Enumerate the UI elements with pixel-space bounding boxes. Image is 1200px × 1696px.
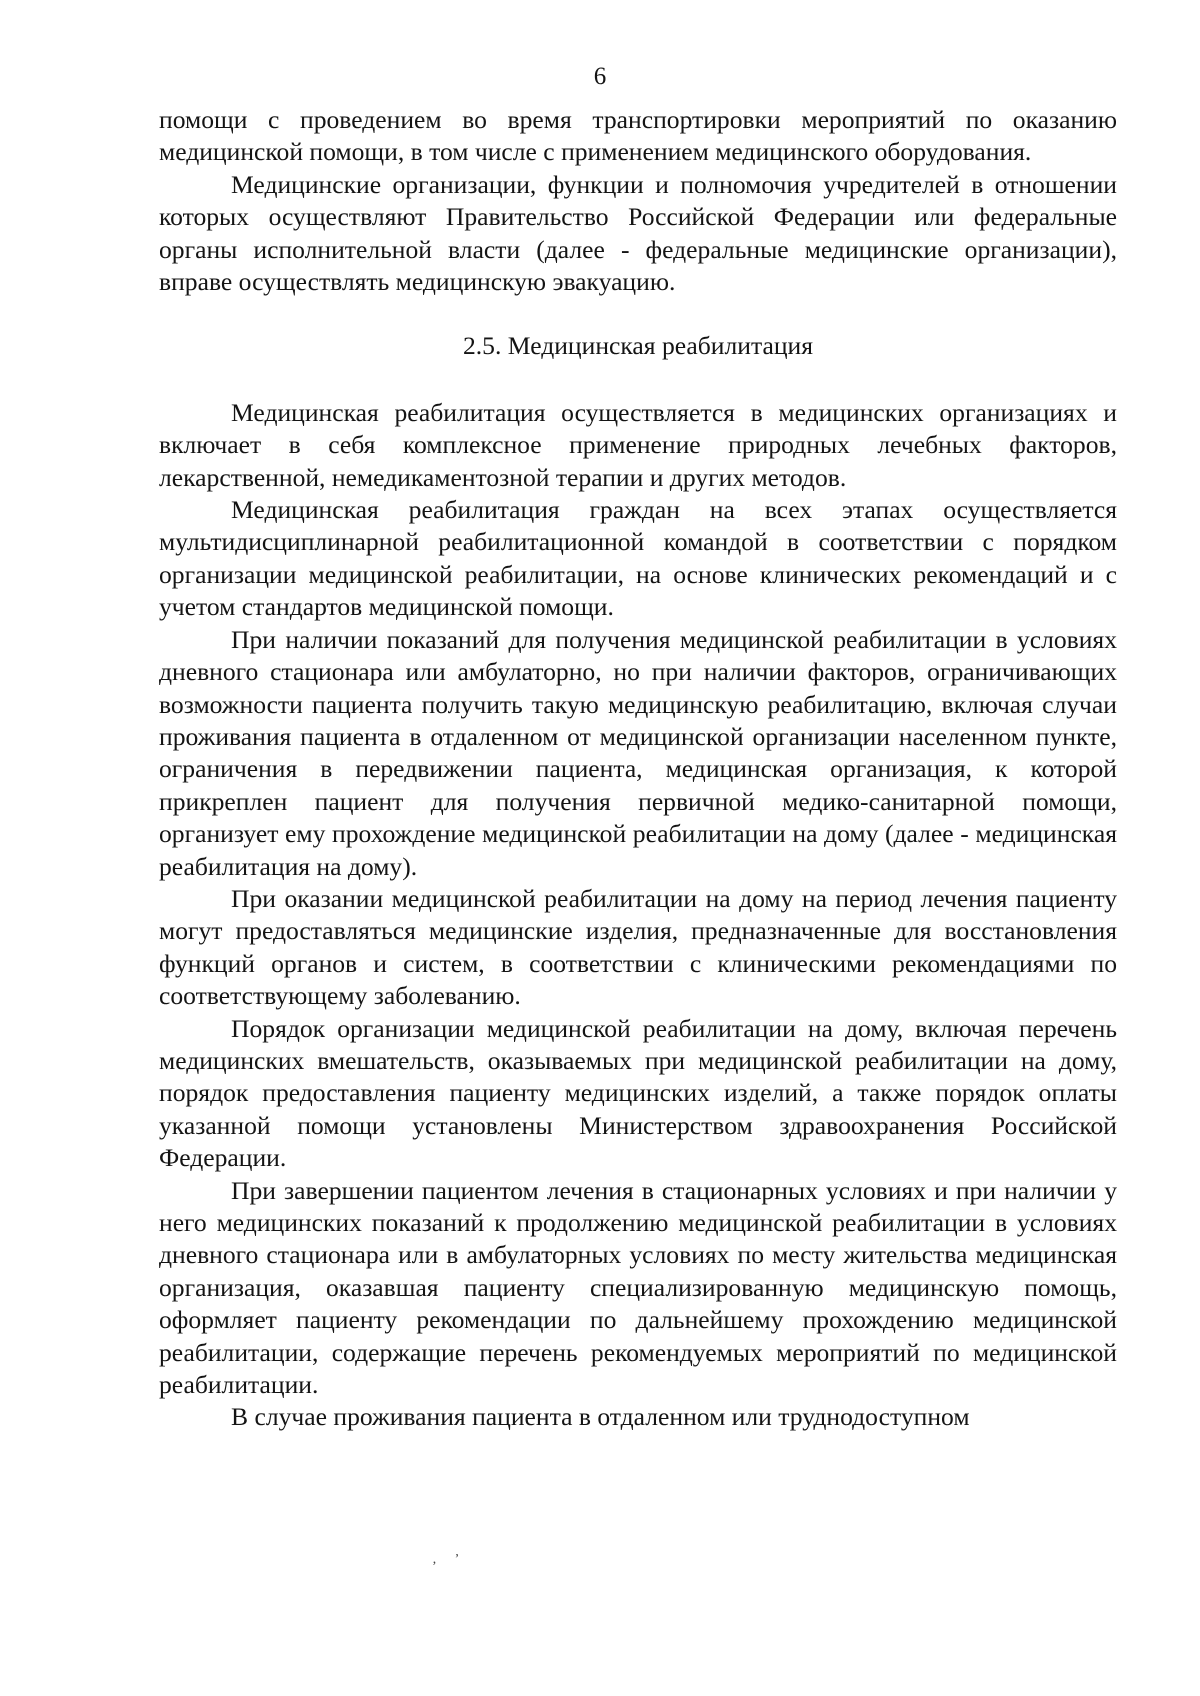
page-number: 6	[593, 63, 607, 90]
paragraph-discharge-recommendations: При завершении пациентом лечения в стационарных условиях и при наличии у него медицинских показаний к продолжению медицинской реабилитации в условиях дневного стационара или в амбулаторных условиях по месту жительства медицинская организация, оказавшая пациенту специализированную медицинскую помощь, оформляет пациенту рекомендации по дальнейшему прохождению медицинской реабилитации, содержащие перечень рекомендуемых мероприятий по медицинской реабилитации.	[159, 1175, 1117, 1400]
section-heading: 2.5. Медицинская реабилитация	[462, 331, 813, 361]
paragraph-rehab-definition: Медицинская реабилитация осуществляется в медицинских организациях и включает в себя комплексное применение природных лечебных факторов, лекарственной, немедикаментозной терапии и других методов.	[159, 397, 1117, 492]
paragraph-home-rehab: При наличии показаний для получения медицинской реабилитации в условиях дневного стационара или амбулаторно, но при наличии факторов, ограничивающих возможности пациента получить такую медицинскую реабилитацию, включая случаи проживания пациента в отдаленном от медицинской организации населенном пункте, ограничения в передвижении пациента, медицинская организация, к которой прикреплен пациент для получения первичной медико-санитарной помощи, организует ему прохождение медицинской реабилитации на дому (далее - медицинская реабилитация на дому).	[159, 624, 1117, 881]
paragraph-medical-devices: При оказании медицинской реабилитации на дому на период лечения пациенту могут предоставляться медицинские изделия, предназначенные для восстановления функций органов и систем, в соответствии с клиническими рекомендациями по соответствующему заболеванию.	[159, 883, 1117, 1011]
paragraph-home-rehab-order: Порядок организации медицинской реабилитации на дому, включая перечень медицинских вмешательств, оказываемых при медицинской реабилитации на дому, порядок предоставления пациенту медицинских изделий, а также порядок оплаты указанной помощи установлены Министерством здравоохранения Российской Федерации.	[159, 1013, 1117, 1173]
paragraph-rehab-team: Медицинская реабилитация граждан на всех этапах осуществляется мультидисциплинарной реабилитационной командой в соответствии с порядком организации медицинской реабилитации, на основе клинических рекомендаций и с учетом стандартов медицинской помощи.	[159, 495, 1117, 622]
scan-artifact-marks: ‚’	[432, 1552, 478, 1567]
paragraph-continuation: помощи с проведением во время транспортировки мероприятий по оказанию медицинской помощи, в том числе с применением медицинского оборудования.	[159, 105, 1117, 167]
paragraph-federal-organizations: Медицинские организации, функции и полномочия учредителей в отношении которых осуществляют Правительство Российской Федерации или федеральные органы исполнительной власти (далее - федеральные медицинские организации), вправе осуществлять медицинскую эвакуацию.	[159, 169, 1117, 297]
document-body	[159, 104, 1117, 1434]
paragraph-remote-residence: В случае проживания пациента в отдаленном или труднодоступном	[231, 1402, 970, 1432]
